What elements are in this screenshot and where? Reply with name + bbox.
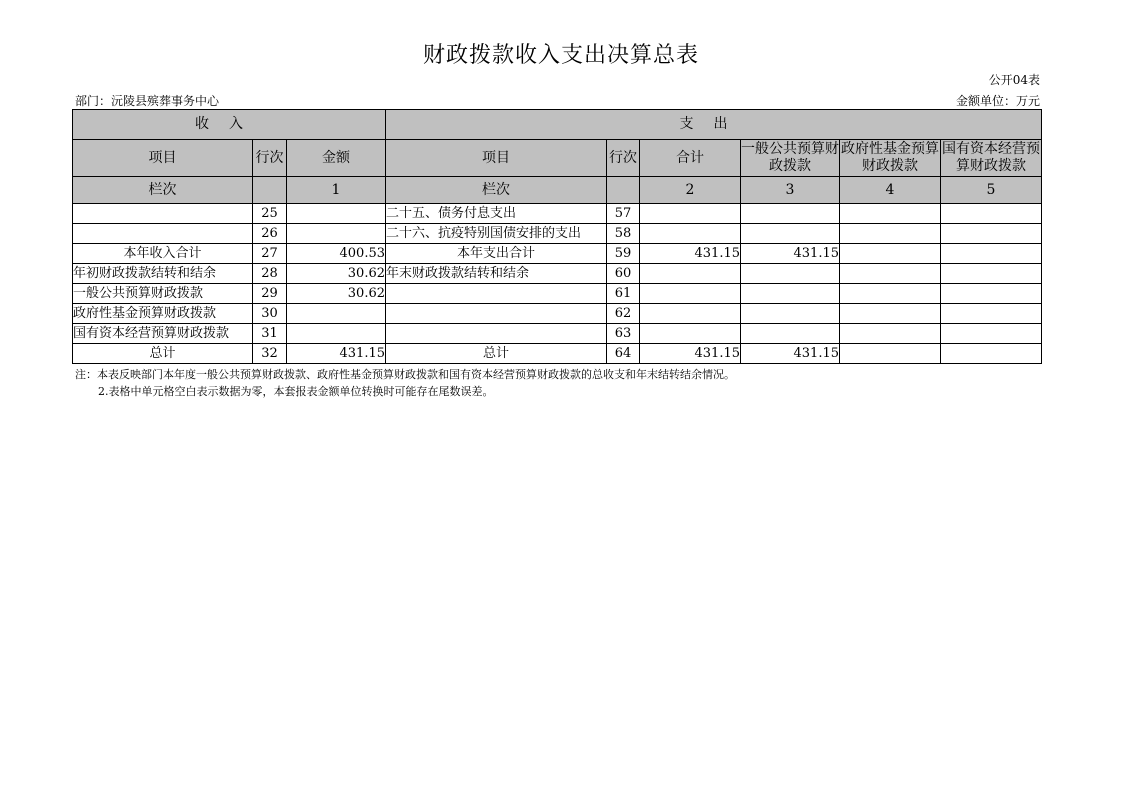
column-number-row (73, 177, 1042, 204)
col-label-expense: 栏次 (386, 177, 607, 204)
expense-general (741, 304, 840, 324)
expense-fund (840, 244, 941, 264)
income-line-no: 32 (253, 344, 287, 364)
expense-item: 总计 (386, 344, 607, 364)
income-item: 一般公共预算财政拨款 (73, 284, 253, 304)
expense-total (640, 324, 741, 344)
income-line-no: 31 (253, 324, 287, 344)
table-row (73, 284, 1042, 304)
income-amount (287, 224, 386, 244)
table-row (73, 324, 1042, 344)
header-income-line-no: 行次 (253, 140, 287, 177)
income-amount (287, 324, 386, 344)
expense-line-no: 61 (607, 284, 640, 304)
expense-fund (840, 224, 941, 244)
income-item: 政府性基金预算财政拨款 (73, 304, 253, 324)
expense-total (640, 204, 741, 224)
expense-total (640, 224, 741, 244)
expense-fund (840, 204, 941, 224)
expense-total: 431.15 (640, 344, 741, 364)
expense-item (386, 284, 607, 304)
expense-section-header: 支出 (386, 110, 1042, 140)
expense-capital (941, 204, 1042, 224)
income-line-no: 27 (253, 244, 287, 264)
income-amount: 30.62 (287, 284, 386, 304)
expense-fund (840, 264, 941, 284)
table-row (73, 304, 1042, 324)
income-item: 国有资本经营预算财政拨款 (73, 324, 253, 344)
expense-capital (941, 324, 1042, 344)
expense-line-no: 57 (607, 204, 640, 224)
col-number-2: 2 (640, 177, 741, 204)
header-expense-item: 项目 (386, 140, 607, 177)
income-item (73, 224, 253, 244)
expense-general: 431.15 (741, 244, 840, 264)
expense-item (386, 324, 607, 344)
expense-item: 二十五、债务付息支出 (386, 204, 607, 224)
expense-line-no: 63 (607, 324, 640, 344)
expense-total (640, 304, 741, 324)
expense-total (640, 284, 741, 304)
income-line-no: 30 (253, 304, 287, 324)
income-amount (287, 304, 386, 324)
expense-general (741, 264, 840, 284)
expense-line-no: 64 (607, 344, 640, 364)
income-item: 总计 (73, 344, 253, 364)
expense-item: 本年支出合计 (386, 244, 607, 264)
header-income-amount: 金额 (287, 140, 386, 177)
income-line-no: 28 (253, 264, 287, 284)
expense-total (640, 264, 741, 284)
expense-capital (941, 344, 1042, 364)
page-title: 财政拨款收入支出决算总表 (422, 43, 699, 68)
expense-fund (840, 344, 941, 364)
income-amount: 431.15 (287, 344, 386, 364)
income-item: 本年收入合计 (73, 244, 253, 264)
expense-capital (941, 224, 1042, 244)
col-number-4: 4 (840, 177, 941, 204)
budget-table (72, 109, 1042, 364)
col-number-1: 1 (287, 177, 386, 204)
income-line-no: 29 (253, 284, 287, 304)
expense-line-no: 59 (607, 244, 640, 264)
expense-general (741, 324, 840, 344)
col-blank-1 (253, 177, 287, 204)
section-header-row (73, 110, 1042, 140)
income-amount: 400.53 (287, 244, 386, 264)
expense-capital (941, 264, 1042, 284)
header-gov-fund: 政府性基金预算财政拨款 (840, 140, 941, 177)
expense-total: 431.15 (640, 244, 741, 264)
table-row (73, 244, 1042, 264)
header-expense-line-no: 行次 (607, 140, 640, 177)
expense-general: 431.15 (741, 344, 840, 364)
department-label: 部门：沅陵县殡葬事务中心 (75, 94, 220, 108)
income-line-no: 26 (253, 224, 287, 244)
expense-general (741, 204, 840, 224)
expense-line-no: 58 (607, 224, 640, 244)
table-row (73, 204, 1042, 224)
expense-fund (840, 304, 941, 324)
income-item (73, 204, 253, 224)
form-code: 公开04表 (988, 73, 1040, 87)
expense-capital (941, 244, 1042, 264)
expense-item: 年末财政拨款结转和结余 (386, 264, 607, 284)
unit-label: 金额单位：万元 (955, 94, 1040, 108)
expense-line-no: 62 (607, 304, 640, 324)
header-total: 合计 (640, 140, 741, 177)
expense-item (386, 304, 607, 324)
income-amount: 30.62 (287, 264, 386, 284)
income-section-header: 收入 (73, 110, 386, 140)
table-row (73, 264, 1042, 284)
header-general-budget: 一般公共预算财政拨款 (741, 140, 840, 177)
income-item: 年初财政拨款结转和结余 (73, 264, 253, 284)
expense-general (741, 224, 840, 244)
income-line-no: 25 (253, 204, 287, 224)
income-amount (287, 204, 386, 224)
col-label-income: 栏次 (73, 177, 253, 204)
col-number-3: 3 (741, 177, 840, 204)
column-header-row (73, 140, 1042, 177)
expense-fund (840, 324, 941, 344)
expense-capital (941, 284, 1042, 304)
note-1: 注：本表反映部门本年度一般公共预算财政拨款、政府性基金预算财政拨款和国有资本经营预算财政拨款的总收支和年末结转结余情况。 (75, 368, 735, 381)
expense-item: 二十六、抗疫特别国债安排的支出 (386, 224, 607, 244)
header-state-capital: 国有资本经营预算财政拨款 (941, 140, 1042, 177)
expense-line-no: 60 (607, 264, 640, 284)
table-row (73, 344, 1042, 364)
note-2: 2.表格中单元格空白表示数据为零，本套报表金额单位转换时可能存在尾数误差。 (98, 385, 494, 398)
expense-general (741, 284, 840, 304)
expense-fund (840, 284, 941, 304)
header-income-item: 项目 (73, 140, 253, 177)
col-blank-2 (607, 177, 640, 204)
expense-capital (941, 304, 1042, 324)
table-row (73, 224, 1042, 244)
col-number-5: 5 (941, 177, 1042, 204)
